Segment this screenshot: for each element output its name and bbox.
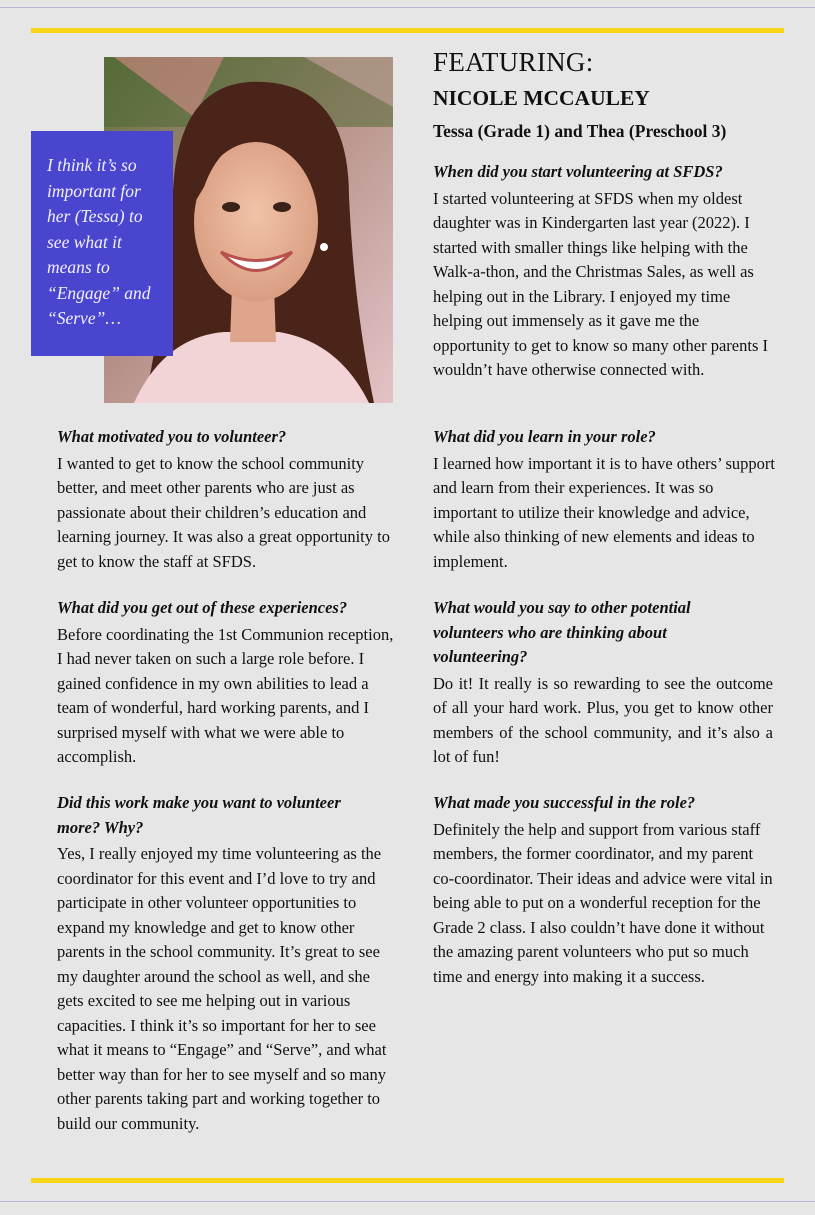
qa-block-start-volunteering (433, 160, 778, 383)
question: What made you successful in the role? (433, 793, 696, 812)
question: What would you say to other potential volunteers who are thinking about volunteering? (433, 598, 691, 666)
qa-block-success (433, 791, 773, 989)
answer: I wanted to get to know the school community better, and meet other parents who are just as passionate about their children’s education and learning journey. It was also a great opportunity to get to know the staff at SFDS. (57, 453, 390, 571)
answer: Definitely the help and support from various staff members, the former coordinator, and my parent co-coordinator. Their ideas and advice were vital in being able to put on a wonderful reception for the Grade 2 class. I also couldn’t have done it without the amazing parent volunteers who put so much time and energy into making it a success. (433, 819, 773, 986)
qa-block-advice (433, 596, 773, 770)
pull-quote-text: I think it’s so important for her (Tessa) to see what it means to “Engage” and “Serve”… (47, 155, 151, 328)
page-edge-top (0, 7, 815, 8)
answer: Yes, I really enjoyed my time volunteering as the coordinator for this event and I’d love to try and participate in other volunteer opportunities to expand my knowledge and get to know other parents in the school community. It’s great to see my daughter around the school as well, and she gets excited to see me helping out in various capacities. I think it’s so important for her to see what it means to “Engage” and “Serve”, and what better way than for her to see myself and so many other parents taking part and working together to build our community. (57, 844, 387, 1133)
answer: Before coordinating the 1st Communion reception, I had never taken on such a large role before. I gained confidence in my own abilities to lead a team of wonderful, hard working parents, and I surprised myself with what we were able to accomplish. (57, 624, 394, 766)
accent-rule-bottom (31, 1178, 784, 1183)
answer: I learned how important it is to have others’ support and learn from their experiences. It was so important to utilize their knowledge and advice, while also thinking of new elements and ideas to implement. (433, 453, 775, 571)
qa-block-experiences (57, 596, 397, 770)
qa-block-volunteer-more (57, 791, 397, 1136)
featuring-label: FEATURING: (433, 47, 594, 77)
question: When did you start volunteering at SFDS? (433, 162, 723, 181)
question: What did you get out of these experiences? (57, 598, 348, 617)
children-line: Tessa (Grade 1) and Thea (Preschool 3) (433, 121, 727, 141)
qa-block-learned (433, 425, 778, 574)
qa-block-motivation (57, 425, 397, 574)
pull-quote-box (31, 131, 173, 356)
question: Did this work make you want to volunteer more? Why? (57, 793, 341, 837)
featured-name: NICOLE MCCAULEY (433, 86, 650, 110)
answer: Do it! It really is so rewarding to see the outcome of all your hard work. Plus, you get to know other members of the school community, and it’s also a lot of fun! (433, 673, 773, 766)
question: What did you learn in your role? (433, 427, 656, 446)
accent-rule-top (31, 28, 784, 33)
answer: I started volunteering at SFDS when my oldest daughter was in Kindergarten last year (2022). I started with smaller things like helping with the Walk-a-thon, and the Christmas Sales, as well as helping out in the Library. I enjoyed my time helping out immensely as it gave me the opportunity to get to know so many other parents I wouldn’t have otherwise connected with. (433, 188, 768, 379)
page-edge-bottom (0, 1201, 815, 1202)
question: What motivated you to volunteer? (57, 427, 287, 446)
